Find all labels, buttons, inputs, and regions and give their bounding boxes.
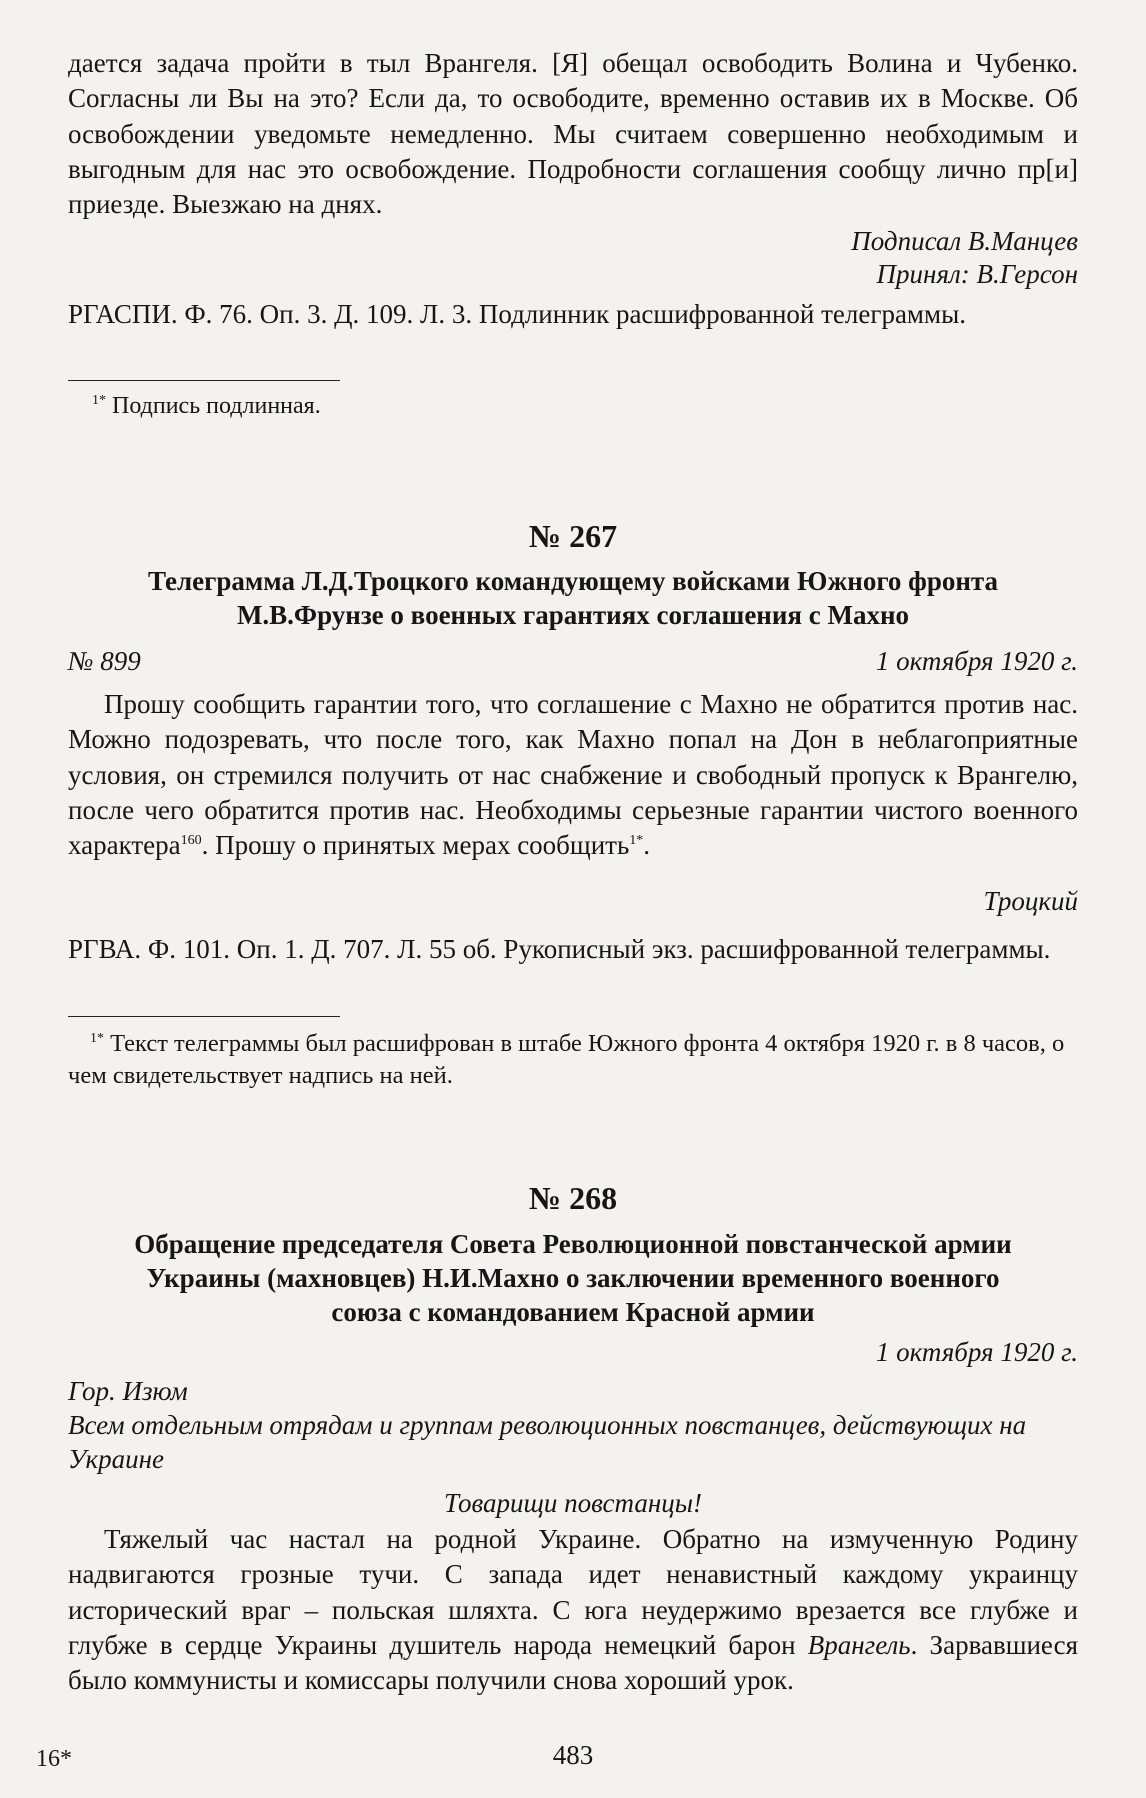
doc-267-archive-block bbox=[68, 932, 1078, 967]
doc-268-addressee: Всем отдельным отрядам и группам революционных повстанцев, действующих на Украине bbox=[68, 1410, 1027, 1474]
doc-268-body-name: Врангель bbox=[807, 1629, 911, 1660]
footnote-ref-1: 1* bbox=[629, 833, 644, 849]
archive-reference: РГАСПИ. Ф. 76. Оп. 3. Д. 109. Л. 3. Подлинник расшифрованной телеграммы. bbox=[68, 299, 966, 329]
doc-268-body bbox=[68, 1522, 1078, 1698]
doc-267-title-line-1: Телеграмма Л.Д.Троцкого командующему войсками Южного фронта bbox=[148, 566, 998, 596]
doc-268-number: № 268 bbox=[528, 1180, 618, 1216]
doc-268-body-text-end: . Зарвавшиеся было коммунисты и комиссары получили снова хороший урок. bbox=[68, 1629, 1078, 1696]
page-number: 483 bbox=[552, 1740, 594, 1770]
footnote-text: Подпись подлинная. bbox=[112, 393, 321, 419]
doc-267-title-line-2: М.В.Фрунзе о военных гарантиях соглашения с Махно bbox=[236, 600, 910, 630]
doc-268-title-line-1: Обращение председателя Совета Революционной повстанческой армии bbox=[134, 1229, 1012, 1259]
doc-267-body: Прошу сообщить гарантии того, что соглашение с Махно не обратится против нас. Можно подозревать, что после того, как Махно попал на Дон в неблагоприятные условия, он стремился получить от нас снабжение и свободный пропуск к Врангелю, после чего обратится против нас. Необходимы серьезные гарантии чистого военного характера$^{160}$. Прошу о принятых мерах сообщить$^{1*}$. bbox=[68, 689, 1078, 861]
continuation-text-block bbox=[68, 46, 1078, 222]
doc-267-footnote bbox=[68, 1028, 1078, 1092]
doc-267-signature-block bbox=[68, 885, 1078, 918]
doc-268-place: Гор. Изюм bbox=[68, 1376, 188, 1406]
doc-268-title-line-2: Украины (махновцев) Н.И.Махно о заключении временного военного bbox=[146, 1263, 1000, 1293]
received-by: Принял: В.Герсон bbox=[876, 259, 1078, 289]
doc-267-body-text: Прошу сообщить гарантии того, что соглашение с Махно не обратится против нас. Можно подозревать, что после того, как Махно попал на Дон в неблагоприятные условия, он стремился получить от нас снабжение и свободный пропуск к Врангелю, после чего обратится против нас. Необходимы серьезные гарантии чистого военного характера bbox=[68, 689, 1078, 861]
footnote-divider bbox=[68, 380, 340, 381]
continuation-paragraph: дается задача пройти в тыл Врангеля. [Я] обещал освободить Волина и Чубенко. Согласны ли Вы на это? Если да, то освободите, временно оставив их в Москве. Об освобождении уведомьте немедленно. Мы считаем совершенно необходимым и выгодным для нас это освобождение. Подробности соглашения сообщу лично пр[и] приезде. Выезжаю на днях. bbox=[68, 48, 1078, 220]
doc-268-body-text: Тяжелый час настал на родной Украине. Обратно на измученную Родину надвигаются грозные тучи. С запада идет ненавистный каждому украинцу исторический враг – польская шляхта. С юга неудержимо врезается все глубже и глубже в сердце Украины душитель народа немецкий барон bbox=[68, 1524, 1078, 1660]
signed-by: Подписал В.Манцев bbox=[851, 226, 1078, 256]
doc-267-body-end: . Прошу о принятых мерах сообщить bbox=[201, 830, 630, 861]
doc-267-meta bbox=[68, 644, 1078, 678]
doc-268-title bbox=[70, 1227, 1076, 1329]
doc-267-title bbox=[90, 564, 1056, 632]
doc-267-signature: Троцкий bbox=[983, 886, 1078, 916]
continuation-footnote bbox=[92, 390, 1102, 422]
doc-267-ref-number: № 899 bbox=[68, 646, 141, 676]
footnote-mark: 1* bbox=[90, 1030, 104, 1046]
doc-268-salutation: Товарищи повстанцы! bbox=[443, 1488, 703, 1518]
footnote-mark: 1* bbox=[92, 393, 106, 408]
footnote-divider bbox=[68, 1016, 340, 1017]
doc-268-title-line-3: союза с командованием Красной армии bbox=[331, 1297, 815, 1327]
continuation-signatures bbox=[68, 225, 1078, 291]
doc-267-date: 1 октября 1920 г. bbox=[875, 646, 1078, 676]
doc-268-date-row bbox=[68, 1335, 1078, 1369]
doc-267-number: № 267 bbox=[528, 518, 618, 554]
signature-mark: 16* bbox=[36, 1746, 72, 1772]
endnote-ref-160: 160 bbox=[180, 833, 202, 849]
doc-268-date: 1 октября 1920 г. bbox=[875, 1337, 1078, 1367]
continuation-archive-ref bbox=[68, 297, 1078, 332]
footnote-text: Текст телеграммы был расшифрован в штабе Южного фронта 4 октября 1920 г. в 8 часов, о чем свидетельствует надпись на ней. bbox=[68, 1030, 1065, 1089]
doc-267-archive: РГВА. Ф. 101. Оп. 1. Д. 707. Л. 55 об. Рукописный экз. расшифрованной телеграммы. bbox=[68, 934, 1051, 964]
